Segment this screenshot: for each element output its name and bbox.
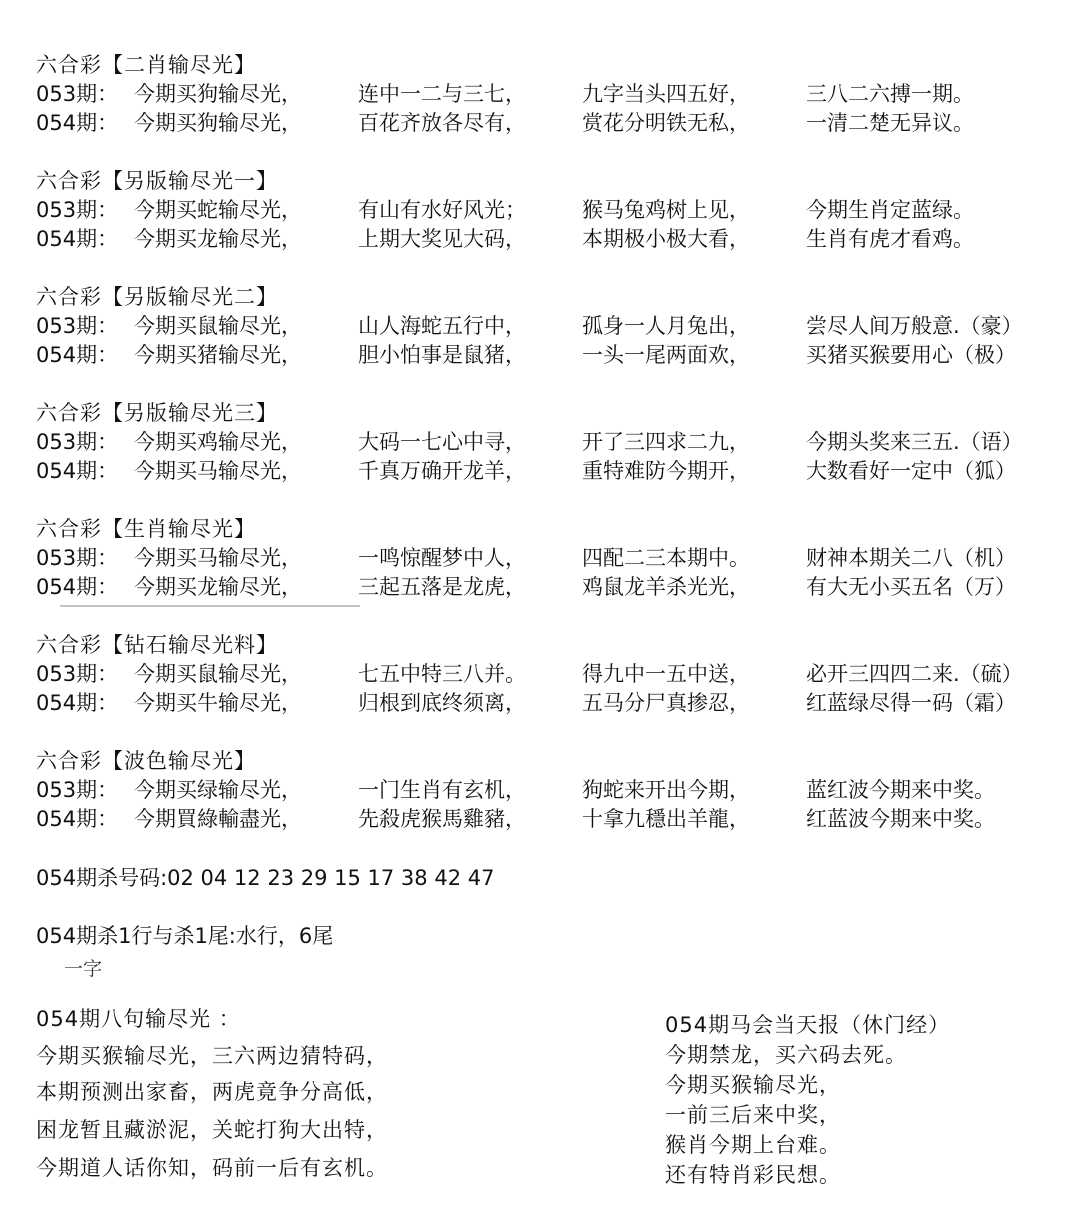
left-poem-line: 今期道人话你知，码前一后有玄机。 bbox=[36, 1156, 388, 1180]
issue-label: 054期： bbox=[36, 459, 119, 483]
phrase: 今期买马输尽光， bbox=[134, 459, 302, 483]
phrase: 蓝红波今期来中奖。 bbox=[806, 778, 995, 802]
clipped-fragment: 一字 bbox=[64, 958, 103, 980]
phrase: 狗蛇来开出今期， bbox=[582, 778, 750, 802]
section-7 bbox=[36, 746, 995, 834]
phrase: 大码一七心中寻， bbox=[358, 430, 526, 454]
section-4 bbox=[36, 398, 1023, 486]
issue-label: 053期： bbox=[36, 546, 119, 570]
phrase: 今期买狗输尽光， bbox=[134, 82, 302, 106]
phrase: 一鸣惊醒梦中人， bbox=[358, 546, 526, 570]
phrase: 三八二六搏一期。 bbox=[806, 82, 974, 106]
phrase: 今期買綠輸盡光， bbox=[134, 807, 302, 831]
issue-row bbox=[36, 457, 1016, 486]
phrase: 七五中特三八并。 bbox=[358, 662, 526, 686]
phrase: 千真万确开龙羊， bbox=[358, 459, 526, 483]
scan-artifact-line bbox=[60, 605, 360, 607]
section-5 bbox=[36, 514, 1016, 602]
issue-row bbox=[36, 776, 995, 805]
phrase: 今期买牛输尽光， bbox=[134, 691, 302, 715]
section-title: 六合彩【钻石输尽光料】 bbox=[36, 633, 278, 657]
issue-row bbox=[36, 225, 974, 254]
phrase: 今期买猪输尽光， bbox=[134, 343, 302, 367]
left-poem-line: 困龙暂且藏淤泥，关蛇打狗大出特， bbox=[36, 1118, 388, 1142]
phrase: 连中一二与三七， bbox=[358, 82, 526, 106]
issue-label: 054期： bbox=[36, 111, 119, 135]
phrase: 得九中一五中送， bbox=[582, 662, 750, 686]
phrase: 一门生肖有玄机， bbox=[358, 778, 526, 802]
right-poem-title: 054期马会当天报（休门经） bbox=[665, 1013, 951, 1037]
phrase: 归根到底终须离， bbox=[358, 691, 526, 715]
phrase: 十拿九穩出羊龍， bbox=[582, 807, 750, 831]
phrase: 生肖有虎才看鸡。 bbox=[806, 227, 974, 251]
section-1 bbox=[36, 50, 974, 138]
issue-label: 054期： bbox=[36, 807, 119, 831]
phrase: 今期买鸡输尽光， bbox=[134, 430, 302, 454]
issue-row bbox=[36, 428, 1023, 457]
kill-element-tail-line: 054期杀1行与杀1尾:水行，6尾 bbox=[36, 924, 334, 948]
phrase: 财神本期关二八（机） bbox=[806, 546, 1016, 570]
issue-label: 054期： bbox=[36, 691, 119, 715]
issue-row bbox=[36, 805, 995, 834]
right-poem-line: 今期买猴输尽光， bbox=[665, 1073, 841, 1097]
phrase: 一头一尾两面欢， bbox=[582, 343, 750, 367]
phrase: 有大无小买五名（万） bbox=[806, 575, 1016, 599]
phrase: 红蓝绿尽得一码（霜） bbox=[806, 691, 1016, 715]
phrase: 五马分尸真掺忍， bbox=[582, 691, 750, 715]
phrase: 一清二楚无异议。 bbox=[806, 111, 974, 135]
phrase: 三起五落是龙虎， bbox=[358, 575, 526, 599]
phrase: 尝尽人间万般意.（豪） bbox=[806, 314, 1023, 338]
issue-row bbox=[36, 109, 974, 138]
phrase: 必开三四四二来.（硫） bbox=[806, 662, 1023, 686]
issue-row bbox=[36, 341, 1016, 370]
left-poem-line: 今期买猴输尽光，三六两边猜特码， bbox=[36, 1044, 388, 1068]
phrase: 今期买狗输尽光， bbox=[134, 111, 302, 135]
section-title: 六合彩【生肖输尽光】 bbox=[36, 517, 256, 541]
issue-row bbox=[36, 80, 974, 109]
phrase: 本期极小极大看， bbox=[582, 227, 750, 251]
right-poem-line: 猴肖今期上台难。 bbox=[665, 1133, 841, 1157]
issue-label: 053期： bbox=[36, 662, 119, 686]
section-title: 六合彩【二肖输尽光】 bbox=[36, 53, 256, 77]
phrase: 有山有水好风光； bbox=[358, 198, 526, 222]
issue-label: 053期： bbox=[36, 778, 119, 802]
section-2 bbox=[36, 166, 974, 254]
phrase: 买猪买猴要用心（极） bbox=[806, 343, 1016, 367]
section-title: 六合彩【另版输尽光三】 bbox=[36, 401, 278, 425]
issue-row bbox=[36, 196, 974, 225]
phrase: 今期买龙输尽光， bbox=[134, 575, 302, 599]
phrase: 胆小怕事是鼠猪， bbox=[358, 343, 526, 367]
section-6 bbox=[36, 630, 1023, 718]
section-title: 六合彩【另版输尽光二】 bbox=[36, 285, 278, 309]
issue-row bbox=[36, 689, 1016, 718]
phrase: 今期买鼠输尽光， bbox=[134, 314, 302, 338]
phrase: 猴马兔鸡树上见， bbox=[582, 198, 750, 222]
left-poem-title: 054期八句输尽光 ： bbox=[36, 1007, 241, 1031]
issue-label: 053期： bbox=[36, 82, 119, 106]
left-poem-line: 本期预测出家畜，两虎竟争分高低， bbox=[36, 1080, 388, 1104]
phrase: 今期买绿输尽光， bbox=[134, 778, 302, 802]
right-poem-line: 今期禁龙，买六码去死。 bbox=[665, 1043, 907, 1067]
phrase: 今期买马输尽光， bbox=[134, 546, 302, 570]
phrase: 红蓝波今期来中奖。 bbox=[806, 807, 995, 831]
phrase: 上期大奖见大码， bbox=[358, 227, 526, 251]
phrase: 大数看好一定中（狐） bbox=[806, 459, 1016, 483]
phrase: 九字当头四五好， bbox=[582, 82, 750, 106]
section-3 bbox=[36, 282, 1023, 370]
issue-label: 054期： bbox=[36, 227, 119, 251]
issue-label: 053期： bbox=[36, 314, 119, 338]
issue-label: 054期： bbox=[36, 343, 119, 367]
issue-label: 053期： bbox=[36, 198, 119, 222]
phrase: 赏花分明铁无私， bbox=[582, 111, 750, 135]
phrase: 山人海蛇五行中， bbox=[358, 314, 526, 338]
phrase: 先殺虎猴馬雞豬， bbox=[358, 807, 526, 831]
phrase: 鸡鼠龙羊杀光光， bbox=[582, 575, 750, 599]
issue-label: 054期： bbox=[36, 575, 119, 599]
phrase: 今期头奖来三五.（语） bbox=[806, 430, 1023, 454]
phrase: 今期生肖定蓝绿。 bbox=[806, 198, 974, 222]
issue-row bbox=[36, 660, 1023, 689]
kill-numbers-line: 054期杀号码:02 04 12 23 29 15 17 38 42 47 bbox=[36, 866, 495, 890]
phrase: 四配二三本期中。 bbox=[582, 546, 750, 570]
section-title: 六合彩【另版输尽光一】 bbox=[36, 169, 278, 193]
phrase: 百花齐放各尽有， bbox=[358, 111, 526, 135]
right-poem-line: 还有特肖彩民想。 bbox=[665, 1163, 841, 1187]
phrase: 今期买蛇输尽光， bbox=[134, 198, 302, 222]
issue-label: 053期： bbox=[36, 430, 119, 454]
section-title: 六合彩【波色输尽光】 bbox=[36, 749, 256, 773]
phrase: 重特难防今期开， bbox=[582, 459, 750, 483]
issue-row bbox=[36, 312, 1023, 341]
phrase: 今期买龙输尽光， bbox=[134, 227, 302, 251]
issue-row bbox=[36, 573, 1016, 602]
right-poem-line: 一前三后来中奖， bbox=[665, 1103, 841, 1127]
issue-row bbox=[36, 544, 1016, 573]
phrase: 孤身一人月兔出， bbox=[582, 314, 750, 338]
phrase: 今期买鼠输尽光， bbox=[134, 662, 302, 686]
phrase: 开了三四求二九， bbox=[582, 430, 750, 454]
